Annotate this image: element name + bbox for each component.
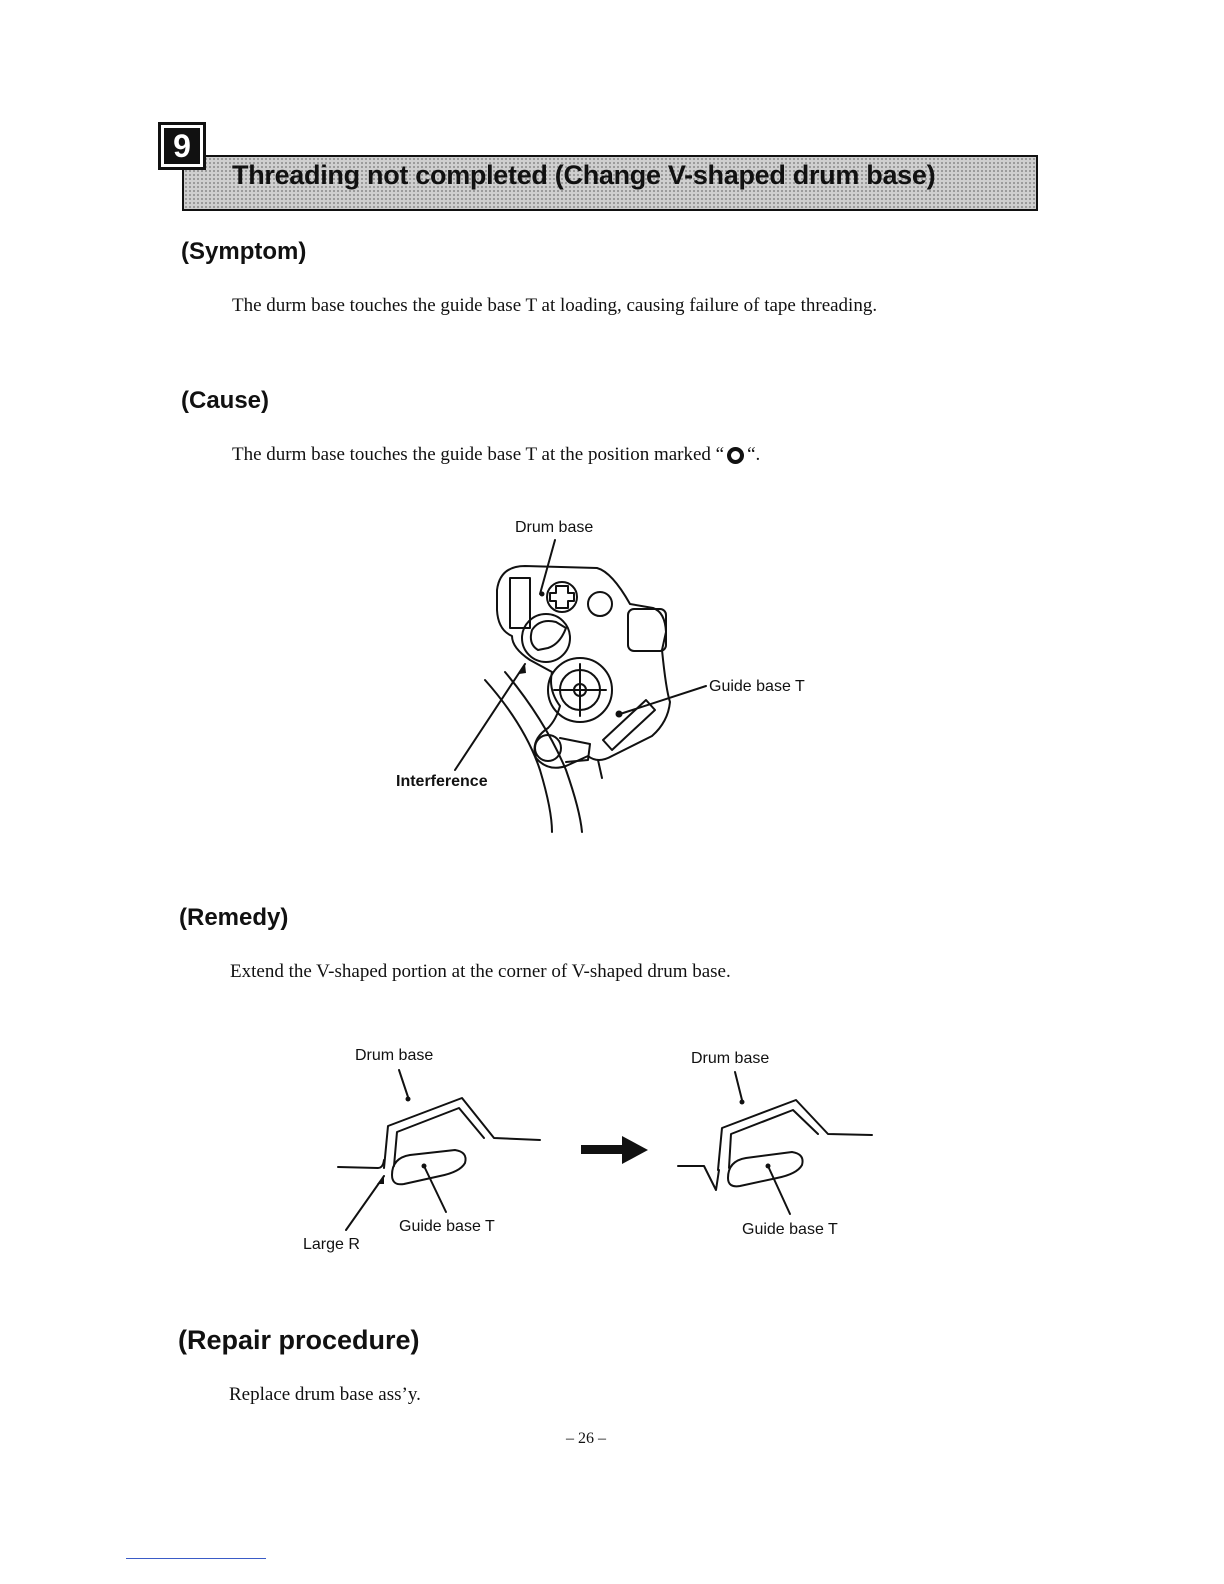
remedy-heading: (Remedy) [179,904,289,931]
cause-text-after: “. [747,444,761,465]
right-arrow-icon [581,1136,648,1164]
cause-text-before: The durm base touches the guide base T at the position marked “ [232,444,725,465]
fig2-before-drum-base-label: Drum base [355,1047,434,1064]
section-number: 9 [164,128,200,164]
fig2-after-guide-base-label: Guide base T [742,1221,838,1238]
cause-heading: (Cause) [181,387,270,414]
section-title: Threading not completed (Change V-shaped drum base) [232,160,936,190]
symptom-text: The durm base touches the guide base T at loading, causing failure of tape threading. [232,295,878,316]
fig1-interference-label: Interference [396,773,488,790]
symptom-heading: (Symptom) [181,238,307,265]
fig1-drum-base-label: Drum base [515,519,594,536]
repair-heading: (Repair procedure) [178,1325,420,1355]
fig2-before-guide-base-label: Guide base T [399,1218,495,1235]
repair-text: Replace drum base ass’y. [229,1384,421,1405]
fig1-guide-base-label: Guide base T [709,678,805,695]
footer-rule [126,1558,266,1559]
fig2-large-r-label: Large R [303,1236,360,1253]
fig2-after-drum-base-label: Drum base [691,1050,770,1067]
remedy-text: Extend the V-shaped portion at the corner of V-shaped drum base. [230,961,731,982]
page-number: – 26 – [566,1430,606,1447]
